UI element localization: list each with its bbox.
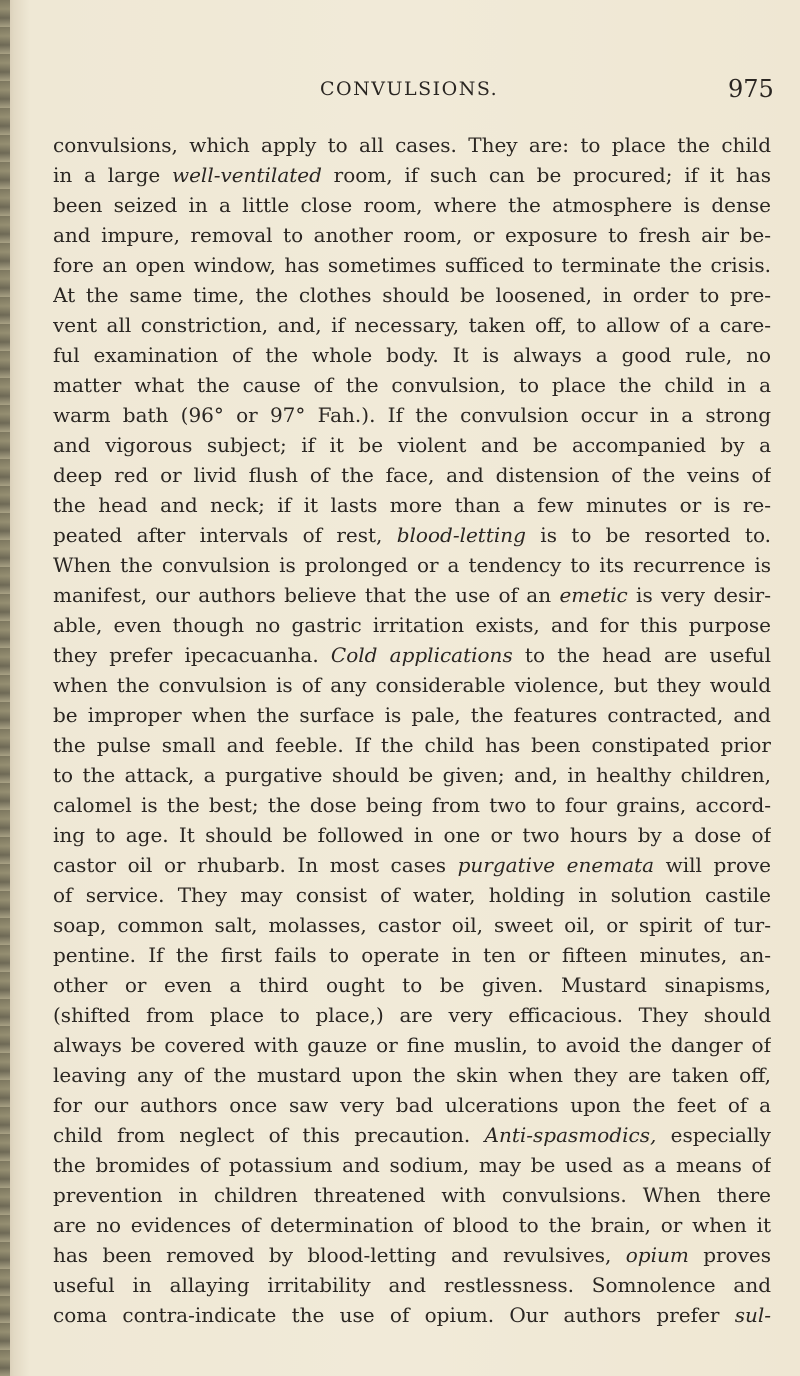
text-run: coma contra-indicate the use of opium. Our authors prefer	[53, 1303, 735, 1327]
text-run: to the attack, a purgative should be given; and, in healthy children,	[53, 763, 771, 787]
text-run: be improper when the surface is pale, the features contracted, and	[53, 703, 771, 727]
italic-term: Anti-spasmodics,	[484, 1123, 657, 1147]
italic-term: opium	[625, 1243, 689, 1267]
book-spine-edge	[0, 0, 10, 1376]
text-run: always be covered with gauze or fine muslin, to avoid the danger of	[53, 1033, 771, 1057]
text-run: convulsions, which apply to all cases. They are: to place the child	[53, 133, 771, 157]
text-line	[53, 310, 771, 340]
text-line	[53, 970, 771, 1000]
page-number: 975	[728, 75, 774, 103]
text-run: especially	[656, 1123, 771, 1147]
text-line	[53, 1150, 771, 1180]
text-line	[53, 1210, 771, 1240]
text-run: vent all constriction, and, if necessary, taken off, to allow of a care-	[53, 313, 771, 337]
text-line	[53, 160, 771, 190]
text-run: is to be resorted to.	[525, 523, 771, 547]
text-line	[53, 520, 771, 550]
text-line	[53, 580, 771, 610]
text-line	[53, 790, 771, 820]
text-line	[53, 550, 771, 580]
text-line	[53, 1300, 771, 1330]
text-line	[53, 370, 771, 400]
text-line	[53, 880, 771, 910]
text-run: in a large	[53, 163, 172, 187]
text-line	[53, 1120, 771, 1150]
text-line	[53, 670, 771, 700]
text-run: manifest, our authors believe that the use of an	[53, 583, 560, 607]
text-run: warm bath (96° or 97° Fah.). If the convulsion occur in a strong	[53, 403, 771, 427]
text-run: the pulse small and feeble. If the child has been constipated prior	[53, 733, 771, 757]
italic-term: emetic	[559, 583, 628, 607]
text-run: of service. They may consist of water, holding in solution castile	[53, 883, 771, 907]
text-line	[53, 700, 771, 730]
text-line	[53, 430, 771, 460]
text-run: for our authors once saw very bad ulcerations upon the feet of a	[53, 1093, 771, 1117]
text-run: soap, common salt, molasses, castor oil, sweet oil, or spirit of tur-	[53, 913, 771, 937]
text-run: deep red or livid flush of the face, and distension of the veins of	[53, 463, 771, 487]
text-line	[53, 850, 771, 880]
text-run: been seized in a little close room, where the atmosphere is dense	[53, 193, 771, 217]
text-run: child from neglect of this precaution.	[53, 1123, 485, 1147]
text-line	[53, 1000, 771, 1030]
text-line	[53, 400, 771, 430]
text-line	[53, 220, 771, 250]
text-run: the head and neck; if it lasts more than a few minutes or is re-	[53, 493, 771, 517]
text-run: calomel is the best; the dose being from two to four grains, accord-	[53, 793, 771, 817]
italic-term: Cold applications	[330, 643, 513, 667]
text-run: When the convulsion is prolonged or a tendency to its recurrence is	[53, 553, 771, 577]
text-line	[53, 460, 771, 490]
text-line	[53, 1180, 771, 1210]
italic-term: well-ventilated	[171, 163, 322, 187]
text-run: castor oil or rhubarb. In most cases	[53, 853, 458, 877]
text-line	[53, 730, 771, 760]
page-header	[0, 75, 800, 108]
text-line	[53, 760, 771, 790]
text-line	[53, 940, 771, 970]
text-line	[53, 130, 771, 160]
text-run: other or even a third ought to be given. Mustard sinapisms,	[53, 973, 771, 997]
text-run: pentine. If the first fails to operate in ten or fifteen minutes, an-	[53, 943, 771, 967]
text-run: useful in allaying irritability and restlessness. Somnolence and	[53, 1273, 771, 1297]
text-run: ing to age. It should be followed in one or two hours by a dose of	[53, 823, 771, 847]
text-run: ful examination of the whole body. It is always a good rule, no	[53, 343, 771, 367]
running-head: CONVULSIONS.	[320, 78, 499, 100]
text-run: able, even though no gastric irritation exists, and for this purpose	[53, 613, 771, 637]
italic-term: blood-letting	[396, 523, 526, 547]
text-line	[53, 340, 771, 370]
text-line	[53, 610, 771, 640]
italic-term: purgative enemata	[457, 853, 655, 877]
text-run: are no evidences of determination of blood to the brain, or when it	[53, 1213, 771, 1237]
text-line	[53, 1240, 771, 1270]
text-run: leaving any of the mustard upon the skin when they are taken off,	[53, 1063, 771, 1087]
text-run: peated after intervals of rest,	[53, 523, 397, 547]
text-line	[53, 910, 771, 940]
text-run: when the convulsion is of any considerable violence, but they would	[53, 673, 771, 697]
text-run: to the head are useful	[512, 643, 771, 667]
text-run: (shifted from place to place,) are very efficacious. They should	[53, 1003, 771, 1027]
text-run: fore an open window, has sometimes sufficed to terminate the crisis.	[53, 253, 771, 277]
text-run: and impure, removal to another room, or exposure to fresh air be-	[53, 223, 771, 247]
text-run: and vigorous subject; if it be violent and be accompanied by a	[53, 433, 771, 457]
text-line	[53, 820, 771, 850]
text-run: proves	[688, 1243, 771, 1267]
text-line	[53, 190, 771, 220]
text-line	[53, 1090, 771, 1120]
text-line	[53, 250, 771, 280]
text-run: At the same time, the clothes should be loosened, in order to pre-	[53, 283, 771, 307]
text-line	[53, 1270, 771, 1300]
text-run: the bromides of potassium and sodium, may be used as a means of	[53, 1153, 771, 1177]
text-line	[53, 1030, 771, 1060]
text-run: has been removed by blood-letting and revulsives,	[53, 1243, 626, 1267]
text-line	[53, 1060, 771, 1090]
text-run: is very desir-	[627, 583, 771, 607]
text-run: matter what the cause of the convulsion, to place the child in a	[53, 373, 771, 397]
body-text	[53, 130, 771, 1330]
text-run: prevention in children threatened with convulsions. When there	[53, 1183, 771, 1207]
text-run: room, if such can be procured; if it has	[321, 163, 771, 187]
text-line	[53, 280, 771, 310]
italic-term: sul-	[734, 1303, 771, 1327]
text-line	[53, 490, 771, 520]
text-run: they prefer ipecacuanha.	[53, 643, 331, 667]
text-run: will prove	[654, 853, 771, 877]
text-line	[53, 640, 771, 670]
